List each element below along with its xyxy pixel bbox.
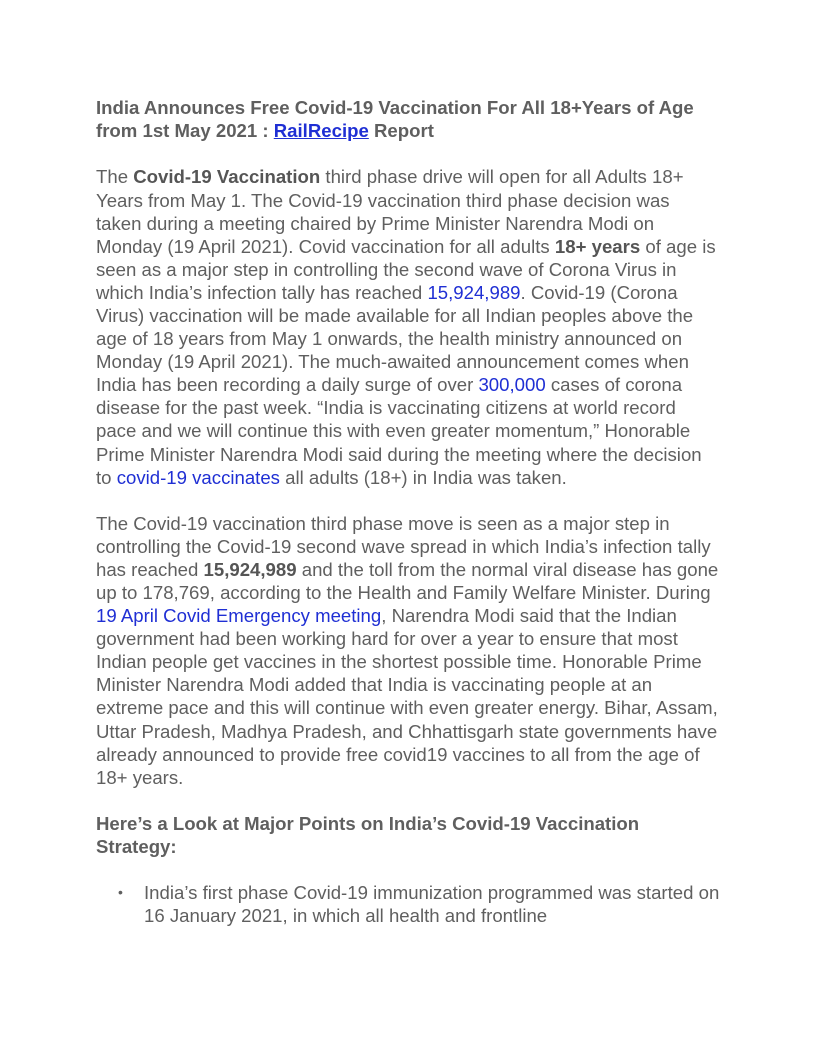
para2-text-3: , Narendra Modi said that the Indian government had been working hard for over a year to ensure that most Indian people get vaccines in the shortest possible time. Honorable Prime Minister Narendra Modi added that India is vaccinating people at an extreme pace and this will continue with even greater energy. Bihar, Assam, Uttar Pradesh, Madhya Pradesh, and Chhattisgarh state governments have already announced to provide free covid19 vaccines to all from the age of 18+ years. [96,605,718,788]
para1-text-6: all adults (18+) in India was taken. [279,466,567,488]
article-title [96,96,720,142]
covid-vaccinates-link[interactable]: covid-19 vaccinates [116,466,280,488]
para1-text-3: of age is seen as a major step in controlling the second wave of Corona Virus in which India’s infection tally has reached [96,235,716,303]
railrecipe-link[interactable]: RailRecipe [273,120,369,142]
title-text: India Announces Free Covid-19 Vaccination For All 18+Years of Age from 1st May 2021 : [96,97,694,142]
para1-bold-18-years: 18+ years [554,235,641,257]
infection-tally-link[interactable]: 15,924,989 [427,281,521,303]
paragraph-1 [96,165,720,488]
list-item-text: India’s first phase Covid-19 immunization programmed was started on 16 January 2021, in which all health and frontline [144,882,720,927]
para1-text-4: . Covid-19 (Corona Virus) vaccination will be made available for all Indian peoples above the age of 18 years from May 1 onwards, the health ministry announced on Monday (19 April 2021). The much-awaited announcement comes when India has been recording a daily surge of over [96,281,694,396]
para2-text-1: The Covid-19 vaccination third phase move is seen as a major step in controlling the Covid-19 second wave spread in which India’s infection tally has reached [96,512,711,580]
major-points-list [96,881,720,927]
section-heading: Here’s a Look at Major Points on India’s Covid-19 Vaccination Strategy: [96,812,640,858]
para2-bold-tally: 15,924,989 [203,558,297,580]
daily-cases-link[interactable]: 300,000 [478,374,546,396]
title-suffix: Report [368,120,434,142]
paragraph-2 [96,512,720,789]
list-item [96,881,720,927]
para1-text-2: third phase drive will open for all Adults 18+ Years from May 1. The Covid-19 vaccination third phase decision was taken during a meeting chaired by Prime Minister Narendra Modi on Monday (19 April 2021). Covid vaccination for all adults [96,166,684,257]
para1-text-5: cases of corona disease for the past week. “India is vaccinating citizens at world record pace and we will continue this with even greater momentum,” Honorable Prime Minister Narendra Modi said during the meeting where the decision to [96,374,702,488]
document-page [96,96,720,927]
para1-bold-vaccination: Covid-19 Vaccination [133,166,321,188]
bullet-icon: • [118,884,123,901]
para2-text-2: and the toll from the normal viral disease has gone up to 178,769, according to the Health and Family Welfare Minister. During [96,558,719,603]
para1-text-1: The [96,166,134,188]
emergency-meeting-link[interactable]: 19 April Covid Emergency meeting [96,605,382,627]
